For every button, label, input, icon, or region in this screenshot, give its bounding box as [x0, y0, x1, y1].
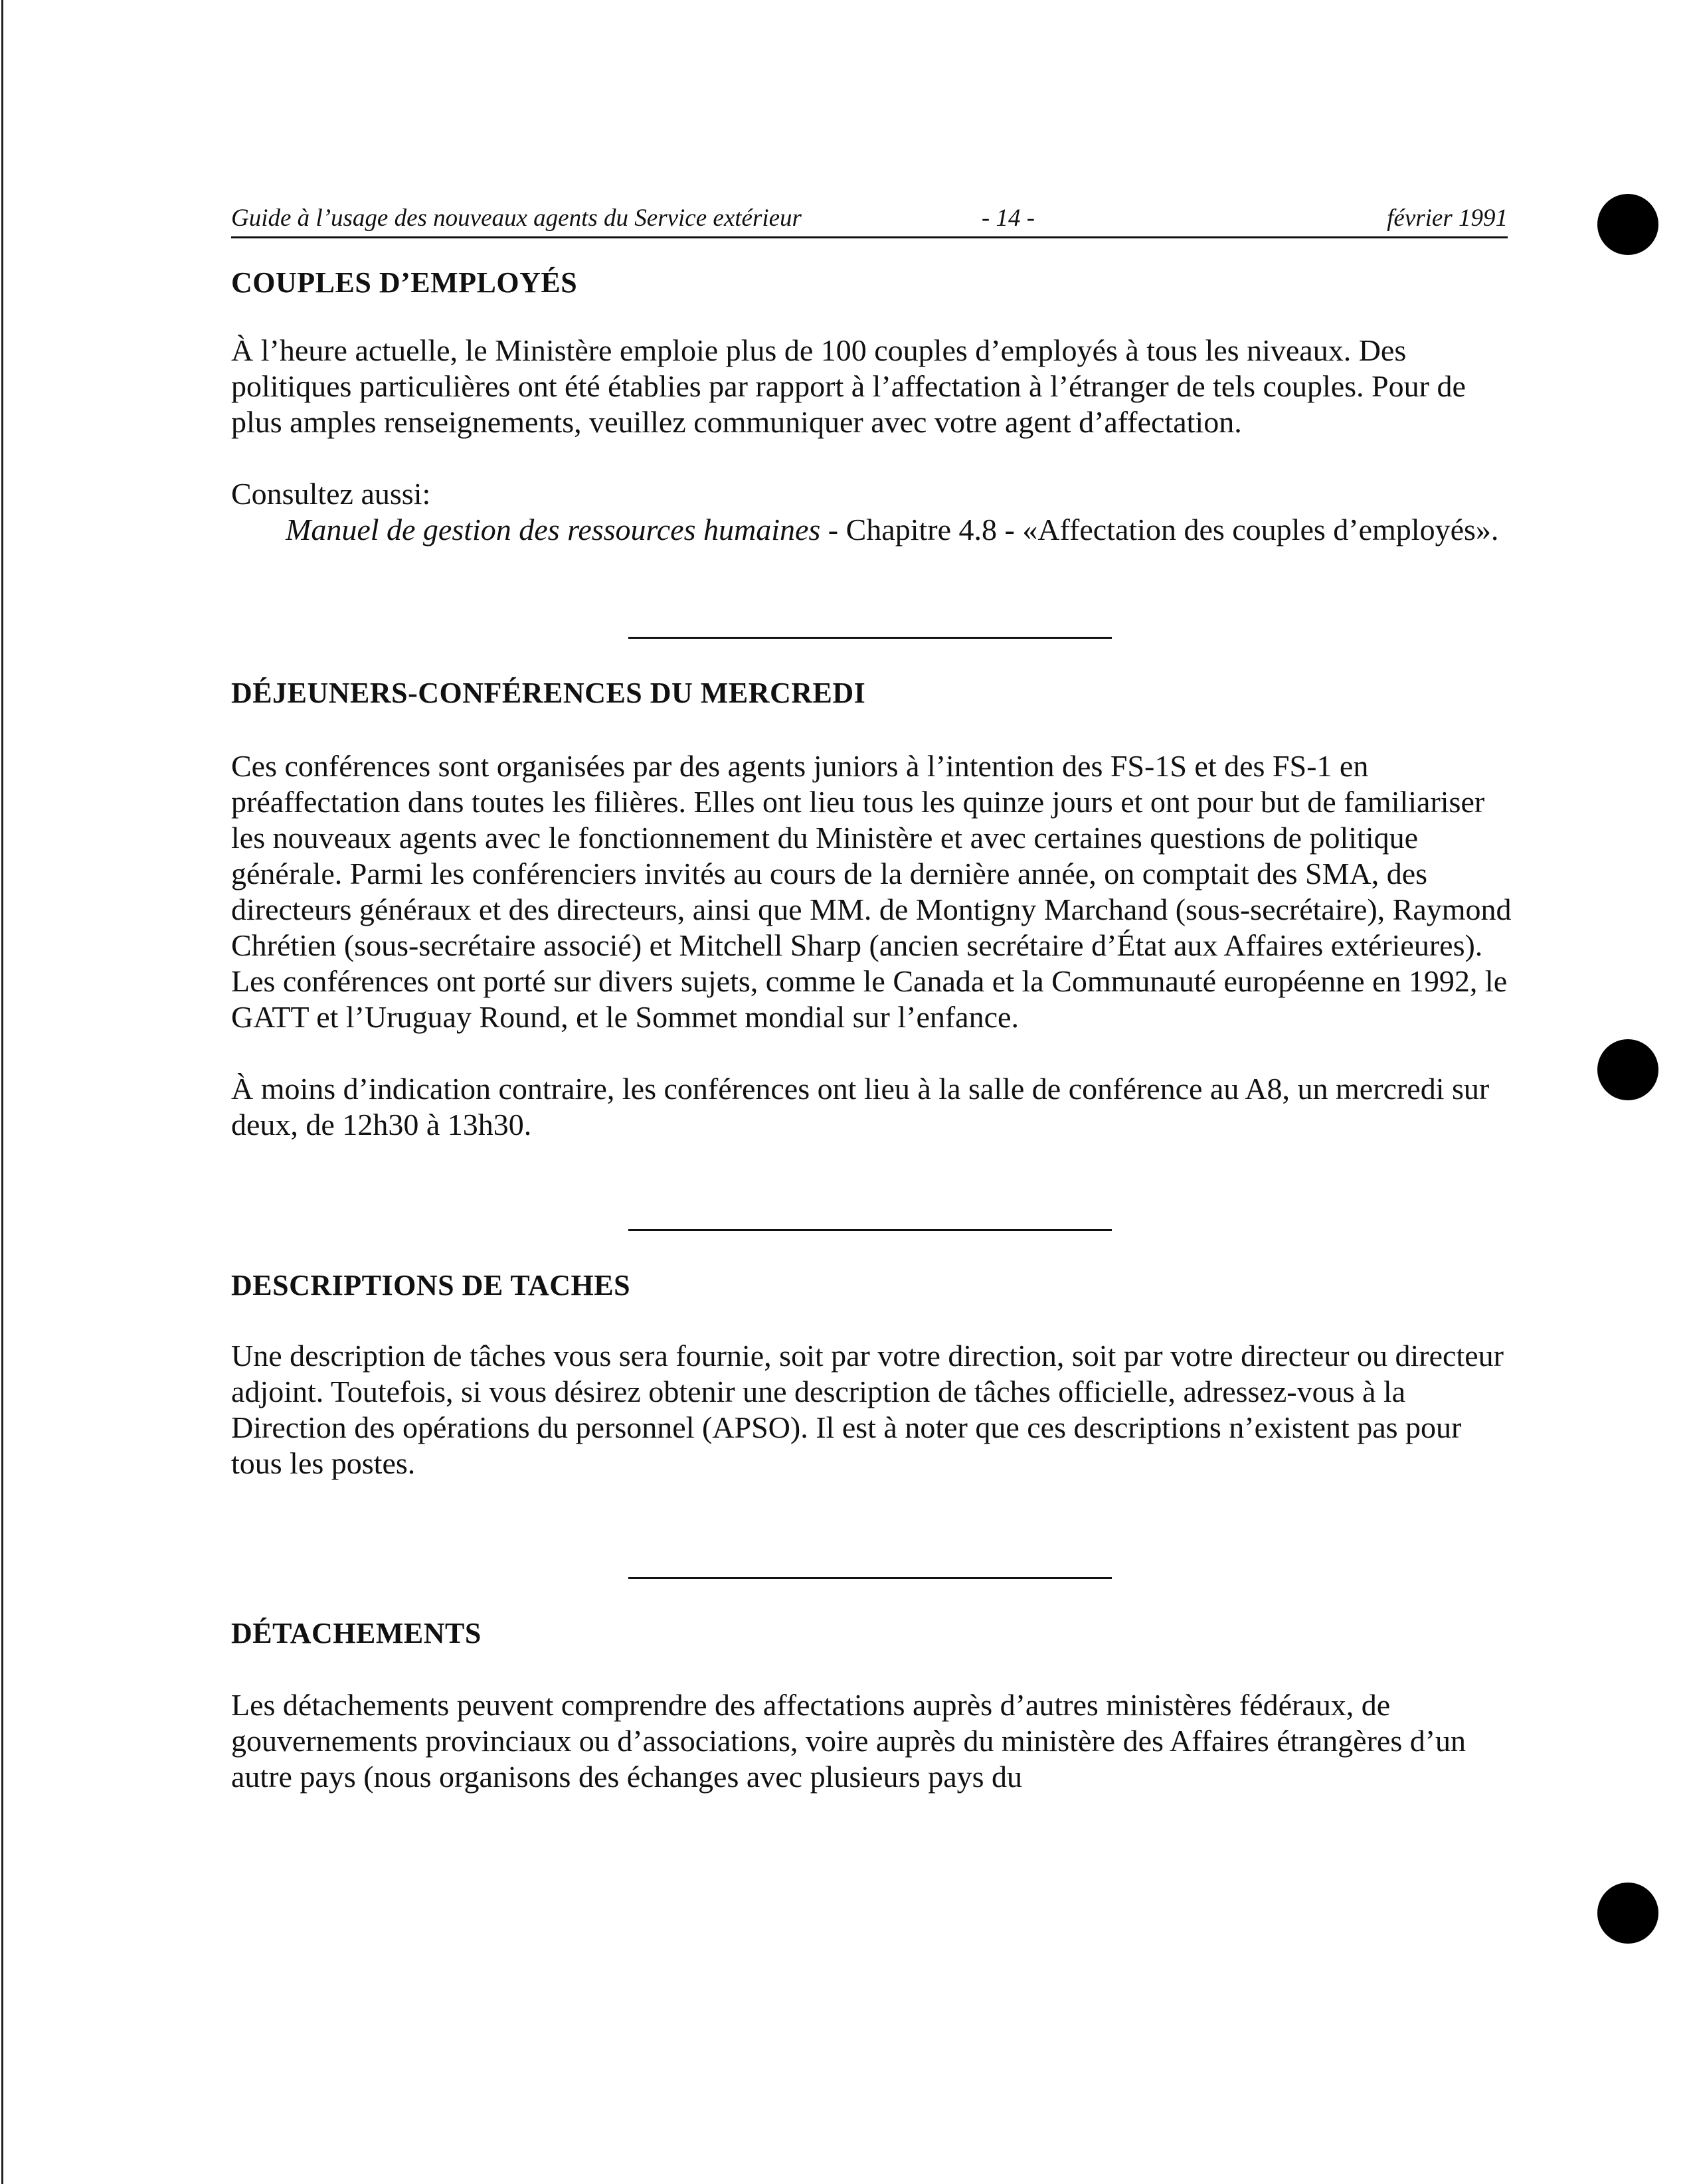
header-date: février 1991: [1387, 205, 1508, 232]
header-page-number: - 14 -: [981, 205, 1035, 232]
paragraph-dejeuners-1: Ces conférences sont organisées par des agents juniors à l’intention des FS-1S et des FS-1 en préaffectation dans toutes les filières. Elles ont lieu tous les quinze jours et ont pour but de familiariser les nouveaux agents avec le fonctionnement du Ministère et avec certaines questions de politique générale. Parmi les conférenciers invités au cours de la dernière année, on comptait des SMA, des directeurs généraux et des directeurs, ainsi que MM. de Montigny Marchand (sous-secrétaire), Raymond Chrétien (sous-secrétaire associé) et Mitchell Sharp (ancien secrétaire d’État aux Affaires extérieures). Les conférences ont porté sur divers sujets, comme le Canada et la Communauté européenne en 1992, le GATT et l’Uruguay Round, et le Sommet mondial sur l’enfance.: [231, 749, 1512, 1034]
binder-hole: [1597, 1039, 1658, 1100]
paragraph-detachements: Les détachements peuvent comprendre des affectations auprès d’autres ministères fédéraux, de gouvernements provinciaux ou d’associations, voire auprès du ministère des Affaires étrangères d’un autre pays (nous organisons des échanges avec plusieurs pays du: [231, 1688, 1467, 1794]
paragraph-dejeuners-2: À moins d’indication contraire, les conférences ont lieu à la salle de conférence au A8, un mercredi sur deux, de 12h30 à 13h30.: [231, 1072, 1490, 1141]
section-heading-detachements: DÉTACHEMENTS: [231, 1617, 482, 1649]
running-header: [231, 199, 1508, 238]
binder-hole: [1597, 194, 1658, 255]
binder-hole: [1597, 1883, 1658, 1944]
see-also-label: Consultez aussi:: [231, 477, 431, 511]
reference-line: [231, 512, 1513, 548]
section-heading-dejeuners: DÉJEUNERS-CONFÉRENCES DU MERCREDI: [231, 677, 866, 709]
scan-edge-line: [1, 0, 3, 2184]
reference-title: Manuel de gestion des ressources humaines: [286, 513, 821, 546]
paragraph-descriptions: Une description de tâches vous sera fournie, soit par votre direction, soit par votre directeur ou directeur adjoint. Toutefois, si vous désirez obtenir une description de tâches officielle, adressez-vous à la Direction des opérations du personnel (APSO). Il est à noter que ces descriptions n’existent pas pour tous les postes.: [231, 1339, 1504, 1480]
reference-details: - Chapitre 4.8 - «Affectation des couples d’employés».: [820, 513, 1499, 546]
section-heading-descriptions: DESCRIPTIONS DE TACHES: [231, 1269, 631, 1302]
header-title: Guide à l’usage des nouveaux agents du Service extérieur: [231, 205, 802, 232]
page-content: [231, 266, 1513, 1795]
section-heading-couples: COUPLES D’EMPLOYÉS: [231, 266, 578, 299]
paragraph-couples: À l’heure actuelle, le Ministère emploie plus de 100 couples d’employés à tous les niveaux. Des politiques particulières ont été établies par rapport à l’affectation à l’étranger de tels couples. Pour de plus amples renseignements, veuillez communiquer avec votre agent d’affectation.: [231, 333, 1466, 439]
